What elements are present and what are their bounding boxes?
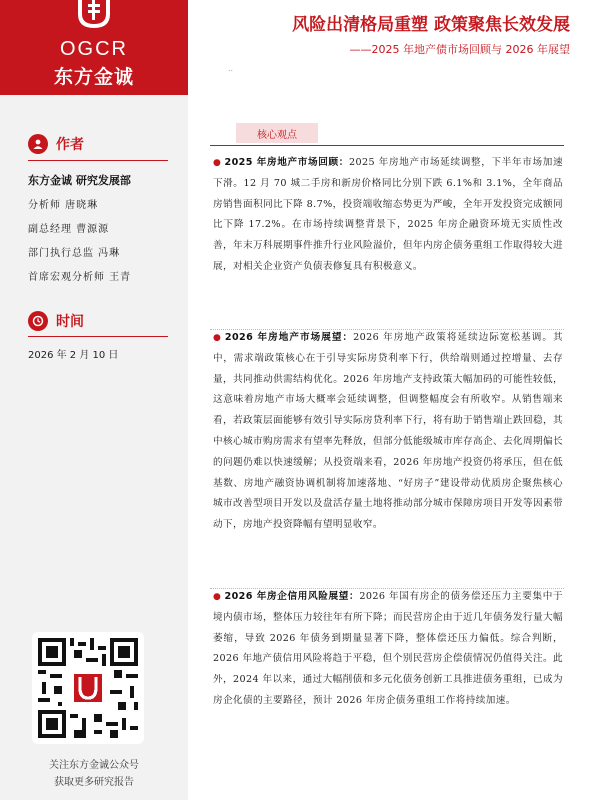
- brand-mark-icon: [74, 0, 114, 30]
- author-person: 首席宏观分析师 王青: [28, 272, 132, 283]
- qr-caption-line2: 获取更多研究报告: [54, 777, 134, 788]
- time-heading: [28, 311, 84, 331]
- section-lead: 2026 年房企信用风险展望：: [224, 591, 360, 602]
- brand-logo: [0, 0, 188, 95]
- qr-caption-line1: 关注东方金诚公众号: [49, 760, 139, 771]
- section-paragraph: [213, 153, 563, 278]
- section-lead: 2026 年房地产市场展望：: [224, 332, 354, 343]
- sidebar: [0, 0, 188, 800]
- section-lead: 2025 年房地产市场回顾：: [224, 157, 350, 168]
- header-dots: ..: [228, 64, 234, 73]
- section-paragraph: [213, 587, 563, 712]
- brand-name-en: OGCR: [60, 38, 128, 60]
- author-person: 部门执行总监 冯琳: [28, 248, 121, 259]
- section-paragraph: [213, 328, 563, 536]
- section-body: 2026 年国有房企的债务偿还压力主要集中于境内债市场，整体压力较往年有所下降；而民营房企由于近几年债务发行量大幅萎缩，导致 2026 年债务到期量显著下降，整体偿还压力偏低。综合判断，2026 年地产债信用风险将趋于平稳，但个别民营房企偿债情况仍值得关注。此外，2024 年以来，通过大幅削债和多元化债务创新工具推进债务重组，已成为房企化债的主要路径，预计 2026 年房企债务重组工作将持续加速。: [213, 591, 564, 706]
- author-heading-label: 作者: [56, 137, 84, 153]
- report-subtitle: ——2025 年地产债市场回顾与 2026 年展望: [349, 43, 570, 56]
- section-body: 2026 年房地产政策将延续边际宽松基调。其中，需求端政策核心在于引导实际房贷利率下行，供给端则通过控增量、去存量，共同推动供需结构优化。2026 年房地产支持政策大幅加码的可能性较低，这意味着房地产市场大概率会延续调整，但调整幅度会有所收窄。从销售端来看，若政策层面能够有效引导实际房贷利率下行，将有助于销售端止跌回稳，其中核心城市购房需求有望率先释放，但部分低能级城市库存高企、去化周期偏长的问题仍难以快速缓解；从投资端来看，2026 年房地产投资仍将承压，但在低基数、房地产融资协调机制将加速落地、“好房子”建设带动优质房企聚焦核心城市改善型项目开发以及盘活存量土地将推动部分城市保障房项目开发等因素带动下，房地产投资降幅有望明显收窄。: [213, 332, 563, 531]
- author-org: 东方金诚 研究发展部: [28, 174, 131, 187]
- qr-code-card[interactable]: [32, 632, 144, 744]
- bullet-icon: ●: [213, 592, 222, 602]
- time-heading-label: 时间: [56, 314, 84, 330]
- section-body: 2025 年房地产市场延续调整，下半年市场加速下滑。12 月 70 城二手房和新房价格同比分别下跌 6.1%和 3.1%，全年商品房销售面积同比下降 8.7%，投资端收缩态势更为严峻，全年开发投资完成额同比下降 17.2%。在市场持续调整背景下，2025 年房企融资环境无实质性改善，年末万科展期事件推升行业风险溢价，但年内房企债务重组工作取得较大进展，对相关企业资产负债表修复具有积极意义。: [213, 157, 563, 272]
- key-points-tag: 核心观点: [236, 123, 318, 143]
- report-title: 风险出清格局重塑 政策聚焦长效发展: [292, 15, 570, 35]
- author-heading: [28, 134, 84, 154]
- brand-name-cn: 东方金诚: [53, 66, 134, 88]
- time-divider: [28, 336, 168, 337]
- bullet-icon: ●: [213, 333, 222, 343]
- key-points-divider: [210, 145, 564, 146]
- qr-code-icon: [38, 638, 138, 738]
- author-person: 副总经理 曹源源: [28, 224, 110, 235]
- author-person: 分析师 唐晓琳: [28, 200, 99, 211]
- bullet-icon: ●: [213, 158, 222, 168]
- person-pin-icon: [28, 134, 48, 154]
- author-divider: [28, 160, 168, 161]
- clock-pin-icon: [28, 311, 48, 331]
- publish-date: 2026 年 2 月 10 日: [28, 350, 119, 361]
